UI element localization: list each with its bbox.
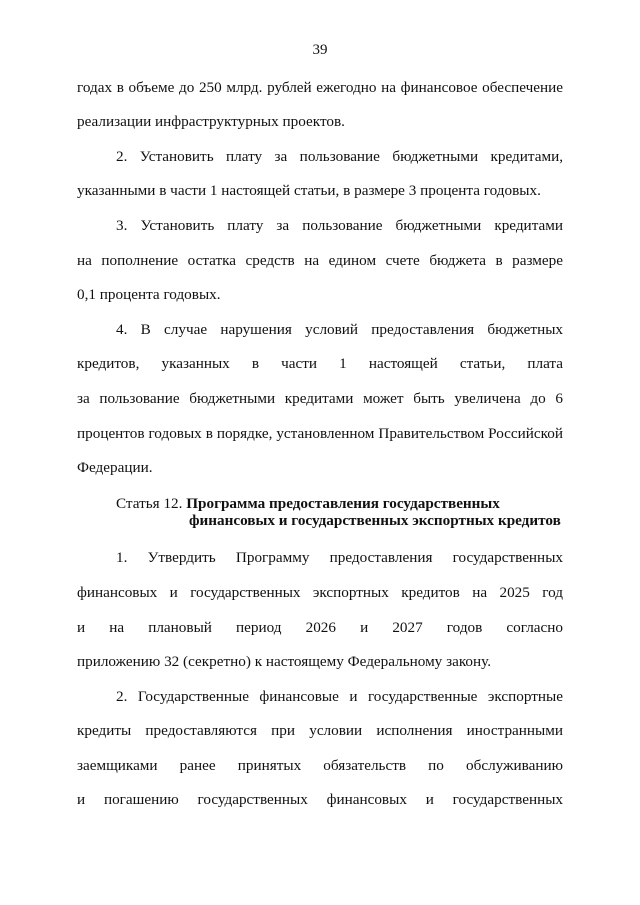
article-label: Статья 12. [116, 495, 183, 512]
text-line: заемщиками ранее принятых обязательств по обслуживанию [77, 757, 563, 774]
text-line: годах в объеме до 250 млрд. рублей ежегодно на финансовое обеспечение [77, 79, 563, 96]
paragraph-start-line: 2. Установить плату за пользование бюджетными кредитами, [116, 148, 563, 165]
article-title-line2: финансовых и государственных экспортных кредитов [189, 512, 561, 529]
paragraph-start-line: 4. В случае нарушения условий предоставления бюджетных [116, 321, 563, 338]
paragraph-start-line: 3. Установить плату за пользование бюджетными кредитами [116, 217, 563, 234]
text-line: на пополнение остатка средств на едином счете бюджета в размере [77, 252, 563, 269]
text-line: за пользование бюджетными кредитами может быть увеличена до 6 [77, 390, 563, 407]
text-line: Федерации. [77, 459, 153, 476]
page-number: 39 [312, 42, 328, 58]
paragraph-start-line: 1. Утвердить Программу предоставления государственных [116, 549, 563, 566]
text-line: указанными в части 1 настоящей статьи, в размере 3 процента годовых. [77, 182, 541, 199]
text-line: процентов годовых в порядке, установленном Правительством Российской [77, 425, 563, 442]
text-line: финансовых и государственных экспортных кредитов на 2025 год [77, 584, 563, 601]
article-title: Программа предоставления государственных [186, 495, 500, 512]
text-line: кредиты предоставляются при условии исполнения иностранными [77, 722, 563, 739]
text-line: и на плановый период 2026 и 2027 годов согласно [77, 619, 563, 636]
text-line: и погашению государственных финансовых и государственных [77, 791, 563, 808]
paragraph-start-line: 2. Государственные финансовые и государственные экспортные [116, 688, 563, 705]
article-heading [116, 495, 566, 512]
text-line: кредитов, указанных в части 1 настоящей статьи, плата [77, 355, 563, 372]
text-line: 0,1 процента годовых. [77, 286, 221, 303]
text-line: реализации инфраструктурных проектов. [77, 113, 345, 130]
text-line: приложению 32 (секретно) к настоящему Федеральному закону. [77, 653, 492, 670]
